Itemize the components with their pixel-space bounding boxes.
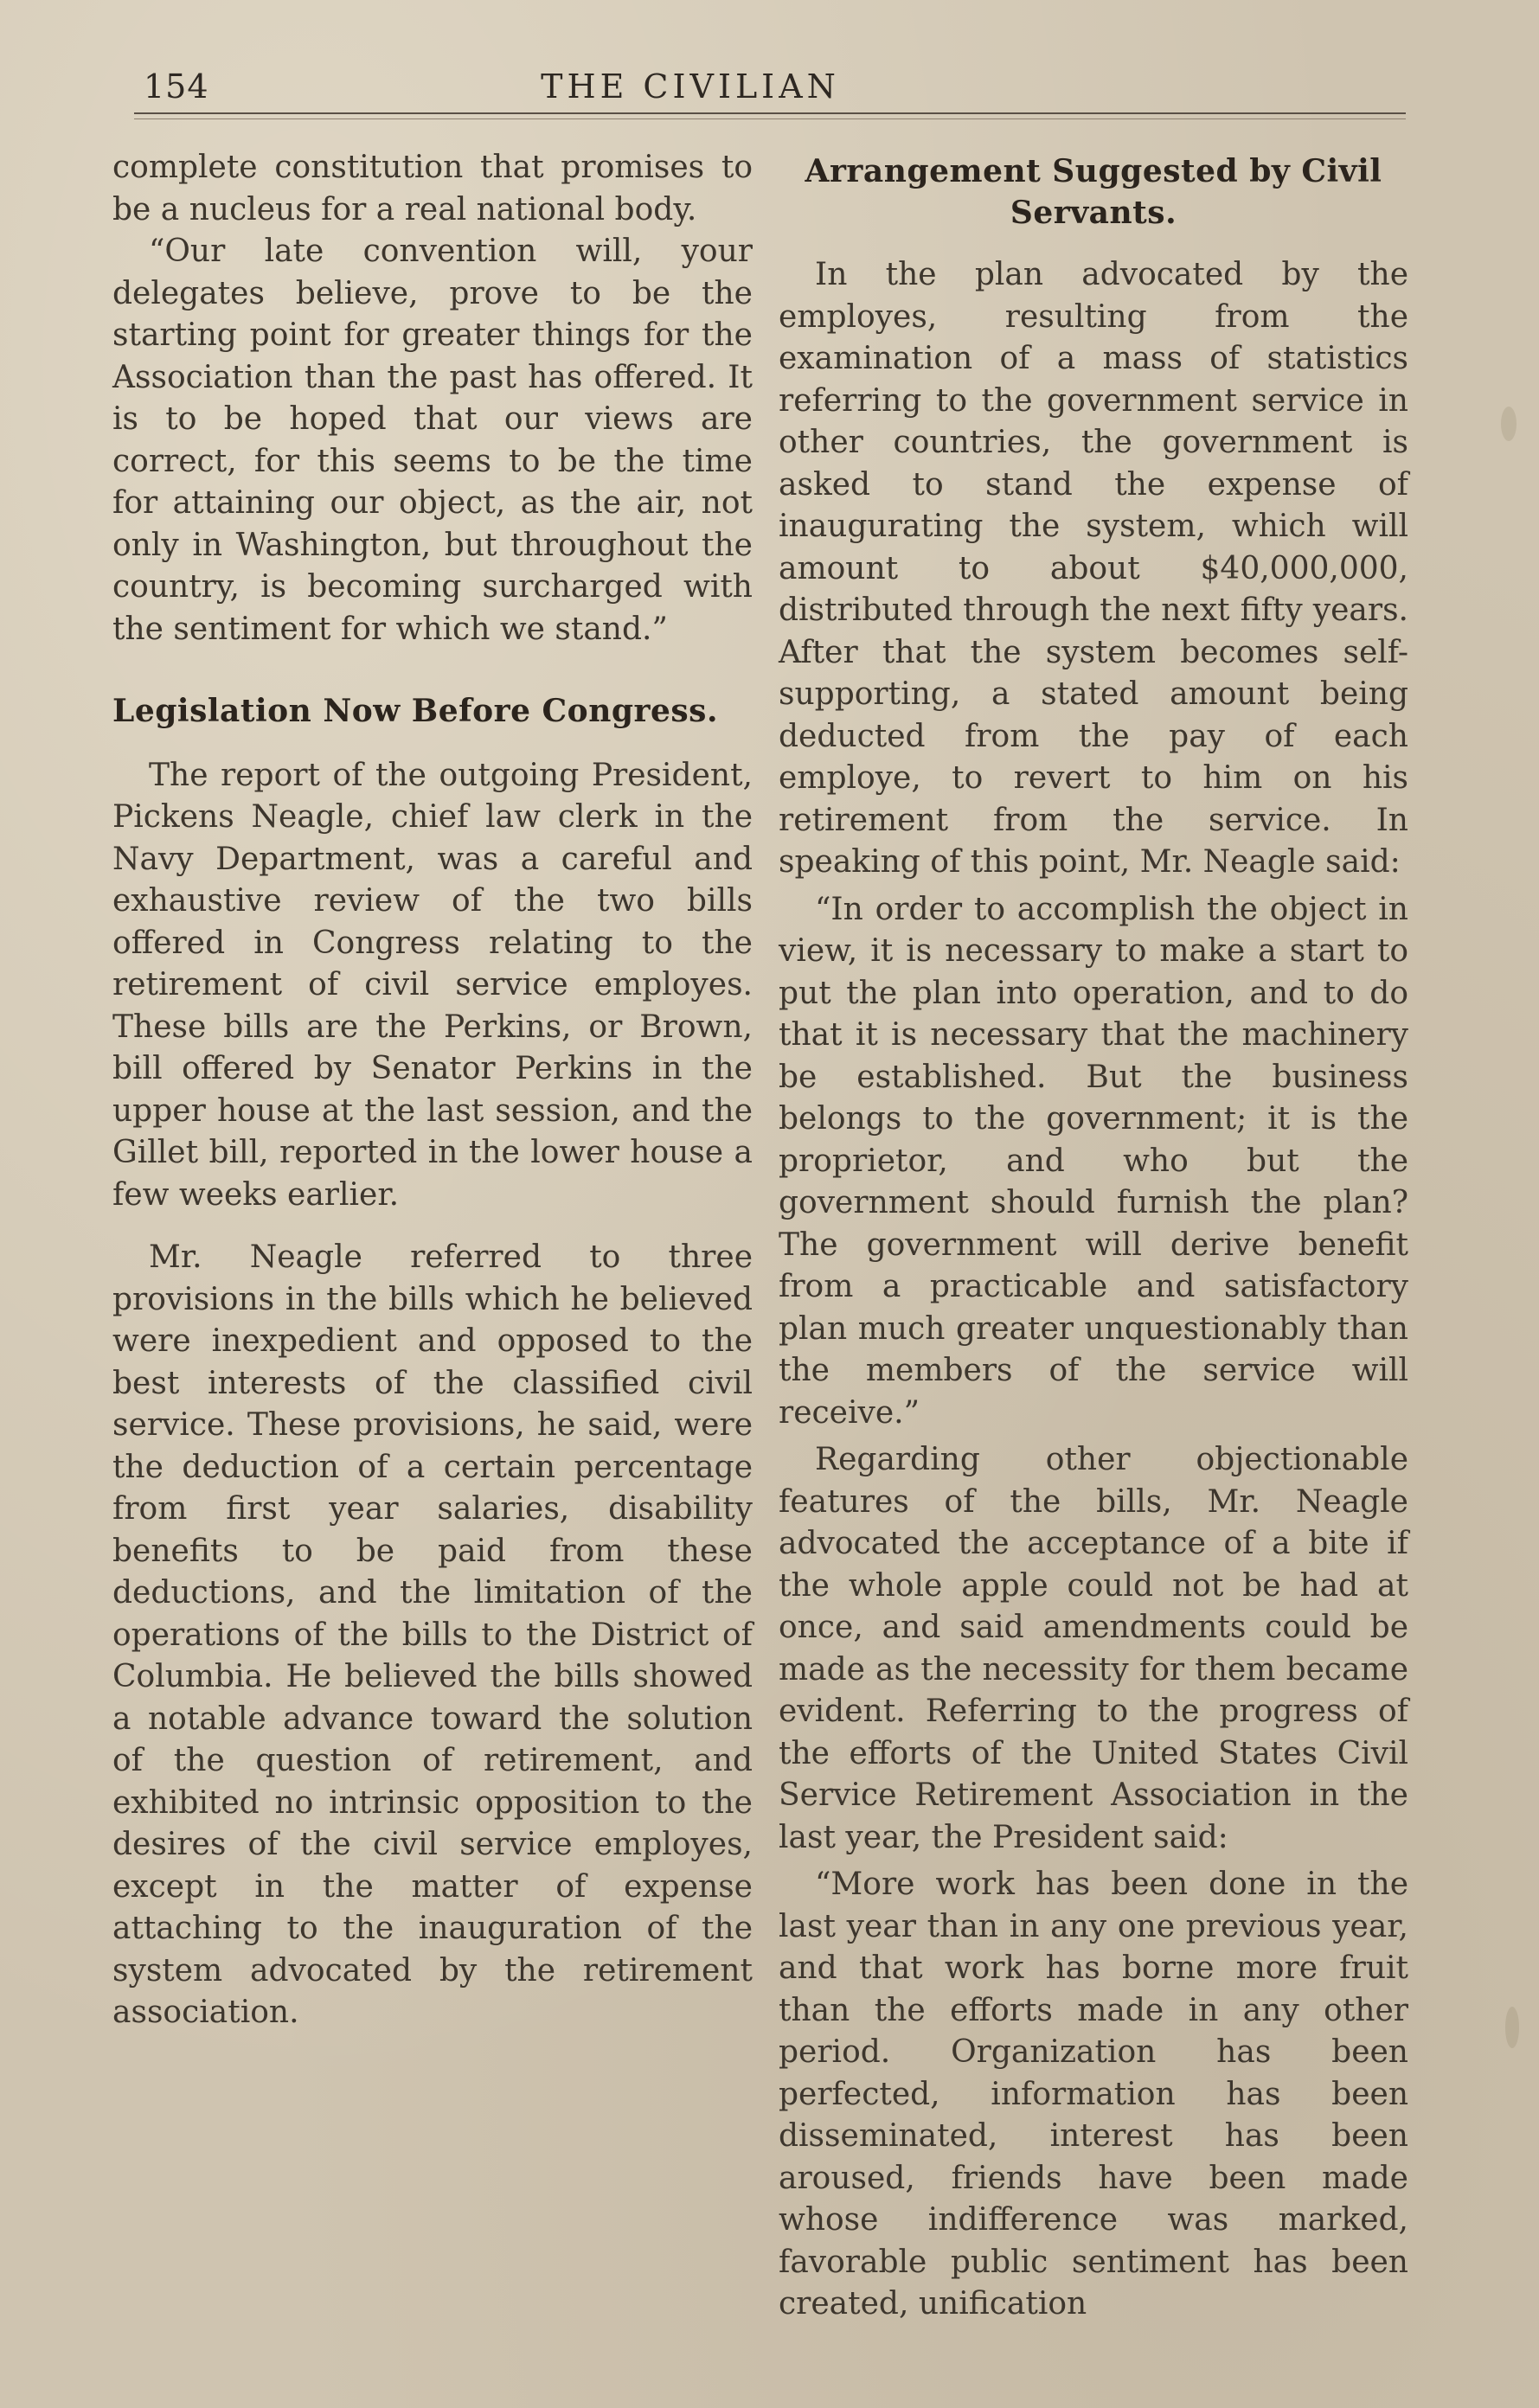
paragraph: “In order to accomplish the object in view, it is necessary to make a start to put the plan into operation, and to do that it is necessary that the machinery be established. But the business belongs to the government; it is the proprietor, and who but the government should furnish the plan? The government will derive benefit from a practicable and satisfactory plan much greater unquestionably than the members of the service will receive.” bbox=[779, 891, 1408, 1431]
paragraph: “More work has been done in the last year than in any one previous year, and that work has borne more fruit than the efforts made in any other period. Organization has been perfected, information has been disseminated, interest has been aroused, friends have been made whose indifference was marked, favorable public sentiment has been created, unification bbox=[779, 1867, 1408, 2322]
paper-stain bbox=[1501, 407, 1517, 441]
paragraph: Regarding other objectionable features of the bills, Mr. Neagle advocated the acceptance of a bite if the whole apple could not be had at once, and said amendments could be made as the necessity for them became evident. Referring to the progress of the efforts of the United States Civil Service Retirement Association in the last year, the President said: bbox=[779, 1442, 1408, 1855]
section-heading: Arrangement Suggested by Civil Servants. bbox=[805, 153, 1382, 231]
paragraph: Mr. Neagle referred to three provisions in the bills which he believed were inexpedient and opposed to the best interests of the classified civil service. These provisions, he said, were the deduction of a certain percentage from first year salaries, disability benefits to be paid from these deductions, and the limitation of the operations of the bills to the District of Columbia. He believed the bills showed a notable advance toward the solution of the question of retirement, and exhibited no intrinsic opposition to the desires of the civil service employes, except in the matter of expense attaching to the inauguration of the system advocated by the retirement association. bbox=[112, 1239, 753, 2030]
right-column bbox=[779, 147, 1408, 2326]
left-column bbox=[112, 147, 753, 2034]
page-number: 154 bbox=[144, 67, 209, 106]
paragraph: “Our late convention will, your delegates believe, prove to be the starting point for greater things for the Association than the past has offered. It is to be hoped that our views are correct, for this seems to be the time for attaining our object, as the air, not only in Washington, but throughout the country, is becoming surcharged with the sentiment for which we stand.” bbox=[112, 234, 753, 647]
paper-stain bbox=[1505, 2007, 1519, 2048]
section-heading: Legislation Now Before Congress. bbox=[112, 693, 718, 729]
paragraph: complete constitution that promises to be a nucleus for a real national body. bbox=[112, 150, 753, 227]
journal-title: THE CIVILIAN bbox=[541, 67, 840, 106]
header-rule bbox=[134, 112, 1406, 114]
paragraph: In the plan advocated by the employes, resulting from the examination of a mass of statistics referring to the government service in other countries, the government is asked to stand the expense of inaugurating the system, which will amount to about $40,000,000, distributed through the next fifty years. After that the system becomes self-supporting, a stated amount being deducted from the pay of each employe, to revert to him on his retirement from the service. In speaking of this point, Mr. Neagle said: bbox=[779, 257, 1408, 880]
header-rule-thin bbox=[134, 118, 1406, 119]
running-head bbox=[128, 62, 1404, 106]
paragraph: The report of the outgoing President, Pickens Neagle, chief law clerk in the Navy Department, was a careful and exhaustive review of the two bills offered in Congress relating to the retirement of civil service employes. These bills are the Perkins, or Brown, bill offered by Senator Perkins in the upper house at the last session, and the Gillet bill, reported in the lower house a few weeks earlier. bbox=[112, 757, 753, 1213]
